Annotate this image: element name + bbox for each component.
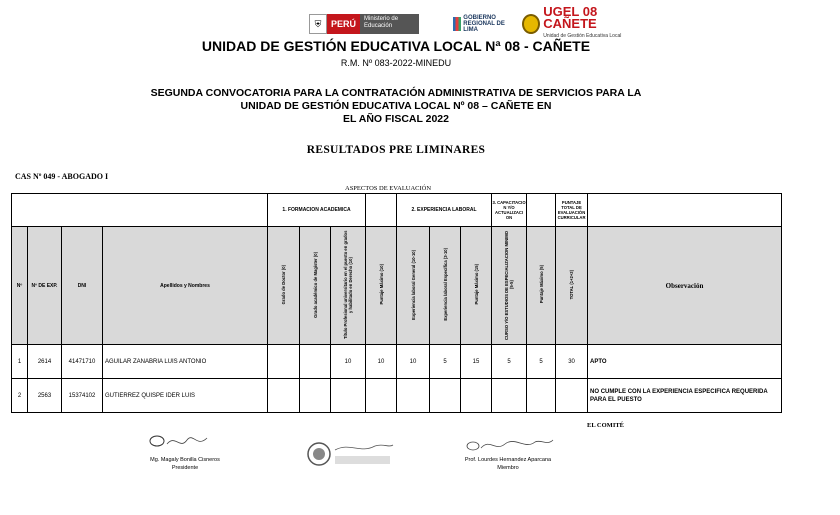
- col-master: Grado académico de Magíster (0): [312, 251, 318, 318]
- row-course: [492, 379, 527, 413]
- col-exp: Nº DE EXP.: [28, 227, 62, 345]
- signer-1: [130, 456, 240, 472]
- ugel-seal-icon: [522, 14, 540, 34]
- resolution: R.M. Nº 083-2022-MINEDU: [340, 58, 452, 68]
- col-name: Apellidos y Nombres: [103, 227, 268, 345]
- row-n: 2: [12, 379, 28, 413]
- table-header-row: [12, 227, 782, 345]
- row-spec: [430, 379, 461, 413]
- row-gen: 10: [397, 345, 430, 379]
- col-titulo: Título Profesional universitario en el puesto en grados y habilitado en Derecho (10): [343, 230, 353, 339]
- row-master: [300, 379, 331, 413]
- signature-1-image: [145, 432, 215, 454]
- col-subtotal3: Puntaje Máximo (5): [538, 265, 544, 304]
- row-sub3: [527, 379, 556, 413]
- row-spec: 5: [430, 345, 461, 379]
- row-doctor: [268, 379, 300, 413]
- aspects-label: ASPECTOS DE EVALUACIÓN: [345, 185, 432, 192]
- row-obs: APTO: [588, 345, 782, 379]
- ministry-label: Ministerio de Educación: [360, 14, 419, 34]
- signer-2-role: Miembro: [497, 465, 519, 471]
- col-exp-specific: Experiencia laboral Específica (3-10): [442, 248, 448, 321]
- row-sub1: [366, 379, 397, 413]
- committee-label: EL COMITÉ: [587, 422, 625, 429]
- row-sub1: 10: [366, 345, 397, 379]
- row-sub3: 5: [527, 345, 556, 379]
- signer-1-name: Mg. Magaly Bonilla Cisneros: [150, 457, 220, 463]
- row-total: [556, 379, 588, 413]
- peru-logo: [309, 14, 419, 34]
- results-table: [11, 193, 782, 413]
- regional-flag-icon: [453, 17, 461, 31]
- row-titulo: [331, 379, 366, 413]
- shield-icon: ⛨: [309, 14, 327, 34]
- table-group-row: [12, 194, 782, 227]
- committee-stamp-image: [305, 440, 395, 468]
- convocatoria-line: UNIDAD DE GESTIÓN EDUCATIVA LOCAL Nº 08 – CAÑETE EN: [240, 100, 552, 112]
- row-gen: [397, 379, 430, 413]
- results-title: RESULTADOS PRE LIMINARES: [306, 144, 486, 156]
- row-exp: 2614: [28, 345, 62, 379]
- row-exp: 2563: [28, 379, 62, 413]
- signer-2-name: Prof. Lourdes Hernandez Aparcana: [464, 457, 552, 463]
- col-course: CURSO Y/O ESTUDIOS DE ESPECIALIZACION MINIMO (5-5): [504, 229, 515, 340]
- convocatoria-line: EL AÑO FISCAL 2022: [342, 113, 449, 125]
- row-name: GUTIERREZ QUISPE IDER LUIS: [103, 379, 268, 413]
- signer-1-role: Presidente: [171, 465, 199, 471]
- cas-label: CAS Nº 049 - ABOGADO I: [15, 172, 109, 181]
- page-title: UNIDAD DE GESTIÓN EDUCATIVA LOCAL Nª 08 - CAÑETE: [201, 38, 591, 54]
- ugel-subtitle: Unidad de Gestión Educativa Local: [543, 33, 622, 39]
- row-dni: 15374102: [62, 379, 103, 413]
- row-course: 5: [492, 345, 527, 379]
- col-subtotal1: Puntaje Máximo (10): [378, 264, 384, 305]
- col-dni: DNI: [62, 227, 103, 345]
- convocatoria-line: SEGUNDA CONVOCATORIA PARA LA CONTRATACIÓN ADMINISTRATIVA DE SERVICIOS PARA LA: [150, 87, 642, 99]
- row-sub2: [461, 379, 492, 413]
- peru-label: PERÚ: [327, 14, 360, 34]
- row-doctor: [268, 345, 300, 379]
- table-row: [12, 345, 782, 379]
- row-n: 1: [12, 345, 28, 379]
- col-total: TOTAL (1+2+3): [569, 269, 575, 300]
- row-dni: 41471710: [62, 345, 103, 379]
- group-formation: 1. FORMACION ACADEMICA: [268, 194, 366, 227]
- convocatoria-heading: [0, 87, 792, 126]
- signer-2: [448, 456, 568, 472]
- signature-2-image: [465, 436, 555, 456]
- col-n: Nº: [12, 227, 28, 345]
- row-obs: NO CUMPLE CON LA EXPERIENCIA ESPECIFICA REQUERIDA PARA EL PUESTO: [588, 379, 782, 413]
- col-exp-general: Experiencia laboral General (10-10): [410, 249, 416, 320]
- ugel-logo: [522, 4, 642, 39]
- gob-label: GOBIERNO REGIONAL DE LIMA: [463, 15, 505, 33]
- col-doctor: Grado de Doctor (0): [281, 264, 286, 305]
- group-total: PUNTAJE TOTAL DE EVALUACIÓN CURRICULAR: [556, 194, 588, 227]
- row-name: AGUILAR ZANABRIA LUIS ANTONIO: [103, 345, 268, 379]
- group-experience: 2. EXPERIENCIA LABORAL: [397, 194, 492, 227]
- row-titulo: 10: [331, 345, 366, 379]
- table-row: [12, 379, 782, 413]
- col-observation: Observación: [588, 227, 782, 345]
- col-subtotal2: Puntaje Máximo (15): [473, 264, 479, 305]
- row-sub2: 15: [461, 345, 492, 379]
- row-total: 30: [556, 345, 588, 379]
- row-master: [300, 345, 331, 379]
- gobierno-regional-logo: [453, 15, 511, 33]
- ugel-name: UGEL 08 CAÑETE: [543, 4, 598, 31]
- group-training: 3. CAPACITACIO N Y/O ACTUALIZACI ON: [492, 194, 527, 227]
